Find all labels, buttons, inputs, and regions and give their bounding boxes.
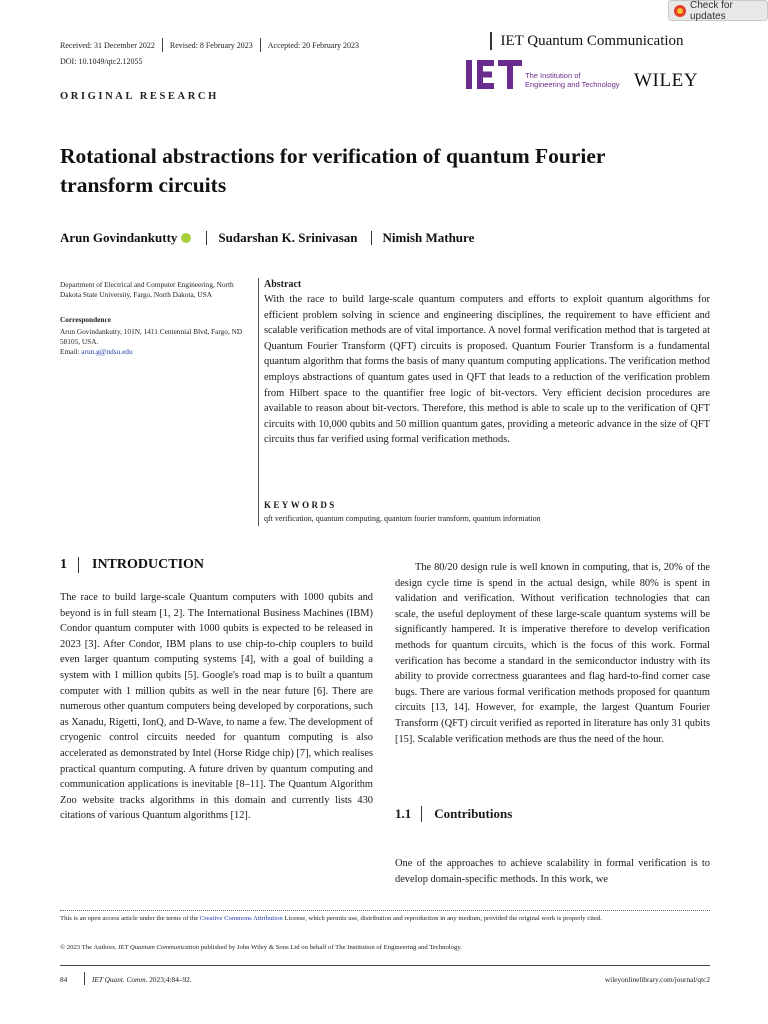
divider [260,38,261,52]
crossmark-icon [674,5,686,17]
correspondence-heading: Correspondence [60,314,111,324]
abstract-heading: Abstract [264,279,302,290]
journal-title: IET Quantum Communication [500,32,684,49]
abstract [264,279,710,448]
keywords-text: qft verification, quantum computing, quantum fourier transform, quantum information [264,514,541,523]
author-name[interactable]: Arun Govindankutty [60,230,178,245]
page-number: 84 [60,975,68,984]
cc-license-link[interactable]: Creative Commons Attribution [199,915,283,922]
license-note: This is an open access article under the terms of the Creative Commons Attribution License, which permits use, distribution and reproduction in any medium, provided the original work is properly cited. [60,915,602,922]
keywords-heading: KEYWORDS [264,500,337,510]
accepted-date: Accepted: 20 February 2023 [267,40,360,50]
paper-title: Rotational abstractions for verification of quantum Fourier transform circuits [60,144,606,197]
section-number: 1 [60,557,67,572]
received-date: Received: 31 December 2022 [60,40,155,50]
check-for-updates-label: Check for updates [690,0,733,22]
check-for-updates-button[interactable] [668,0,768,21]
affiliation: Department of Electrical and Computer Engineering, North Dakota State University, Fargo, North Dakota, USA [60,280,234,300]
author-list [60,230,474,246]
author-name[interactable]: Nimish Mathure [382,230,475,245]
abstract-divider [258,278,259,526]
footnote-divider [60,910,710,911]
section-title: INTRODUCTION [92,557,205,572]
subsection-title: Contributions [434,806,513,821]
abstract-text: With the race to build large-scale quantum computers and efforts to exploit quantum algorithms for efficient problem solving in science and engineering disciplines, the requirement to have efficient and scalable verification methods are of vital importance. A novel formal verification method that is targeted at Quantum Fourier Transform (QFT) circuits is proposed. Quantum Fourier Transform is a fundamental quantum algorithm that forms the basis of many quantum computing applications. The verification method employs abstractions of quantum gates used in QFT that leads to a reduction of the verification problem from Hilbert space to the quantifier free logic of bit-vectors. Very efficient decision procedures are available to reason about bit-vectors. Therefore, this method is able to scale up to the verification of QFT circuits with 10,000 qubits and 50 million quantum gates, providing a meteoric advance in the size of QFT circuits thus far verified using formal verification methods. [264,294,710,446]
wiley-logo: WILEY [634,70,699,91]
intro-paragraph-2: The 80/20 design rule is well known in computing, that is, 20% of the design cycle time is spend in the actual design, while 80% is spent in validation and verification. Without verification technologies that can scale, the useful deployment of these large-scale quantum systems will be significantly hampered. It is imperative therefore to develop verification methods for quantum circuits, which is the focus of this work. Formal verification has become a standard in the semiconductor industry with its ability to provide correctness guarantees and flag hard-to-find corner case bugs. There are various formal verification methods proposed for quantum circuits [13, 14]. However, for example, the largest Quantum Fourier Transform (QFT) circuit verified as reported in literature has only 31 qubits [15]. Scalable verification methods are thus the need of the hour. [395,562,710,745]
divider [162,38,163,52]
journal-name [490,32,684,50]
section-heading [60,557,204,573]
orcid-icon[interactable] [181,233,191,243]
divider [490,32,492,50]
divider [206,231,207,245]
footer-rule [60,965,710,966]
contributions-paragraph: One of the approaches to achieve scalability in formal verification is to develop domain-specific methods. In this work, we [395,858,710,885]
author-name[interactable]: Sudarshan K. Srinivasan [218,230,358,245]
intro-paragraph-1: The race to build large-scale Quantum computers with 1000 qubits and beyond is in full steam [1, 2]. The International Business Machines (IBM) Condor quantum computer with 1000 qubits is expected to be released in 2023 [3]. After Condor, IBM plans to use chip-to-chip couplers to build even larger quantum computing systems [4], with a goal of building a system with 1 million qubits [5]. Google's road map is to built a quantum computer with 1 million qubits as well in the near future [6]. There are numerous other quantum computers being developed by corporations, such as Xanadu, Rigetti, IonQ, and D-Wave, to name a few. The development of cryogenic control circuits needed for quantum computing is also accelerated as demonstrated by Intel (Horse Ridge chip) [7], which realises practical quantum computing. A future driven by quantum computing and communication applications is inevitable [8–11]. The Quantum Algorithm Zoo website tracks algorithms in this domain and currently lists 430 citations of various Quantum algorithms [12]. [60,592,373,822]
article-type: ORIGINAL RESEARCH [60,91,219,102]
doi[interactable]: DOI: 10.1049/qtc2.12055 [60,57,143,66]
divider [421,806,422,822]
affiliation-block [60,280,252,358]
iet-institution-name: The Institution of Engineering and Technology [525,71,620,89]
correspondence-email: Email: arun.g@ndsu.edu [60,347,133,357]
subsection-heading [395,806,512,822]
divider [84,972,85,985]
divider [371,231,372,245]
divider [78,557,79,573]
subsection-number: 1.1 [395,806,412,821]
revised-date: Revised: 8 February 2023 [169,40,253,50]
correspondence-address: Arun Govindankutty, 101N, 1411 Centennial Blvd, Fargo, ND 58105, USA. [60,326,243,347]
citation-line: IET Quant. Comm. 2023;4:84–92. [92,975,192,984]
email-link[interactable]: arun.g@ndsu.edu [81,347,133,357]
copyright-note: © 2023 The Authors. IET Quantum Communication published by John Wiley & Sons Ltd on behalf of The Institution of Engineering and Technology. [60,944,462,951]
journal-url[interactable]: wileyonlinelibrary.com/journal/qtc2 [604,975,710,984]
iet-logo [466,60,528,89]
article-dates [60,38,359,52]
